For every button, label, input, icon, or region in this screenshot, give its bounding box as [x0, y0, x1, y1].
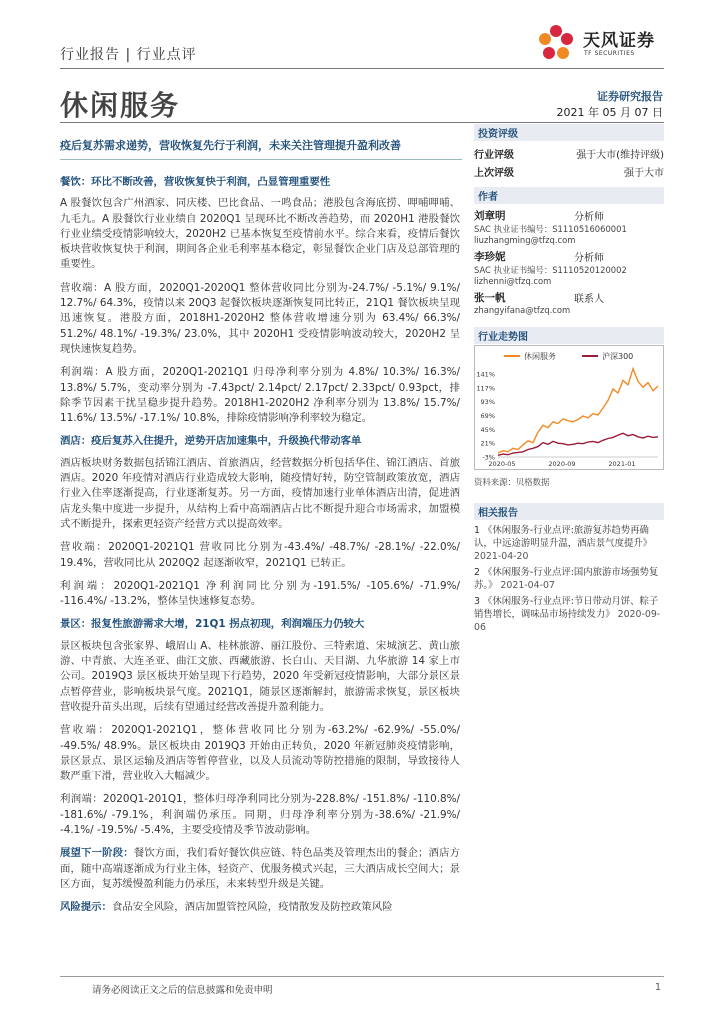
prev-rating-value: 强于大市 [624, 168, 664, 179]
trend-block [474, 327, 664, 344]
author-email[interactable]: zhangyifana@tfzq.com [474, 305, 571, 315]
page-number: 1 [655, 982, 662, 993]
summary-lead: 风险提示： [60, 901, 112, 914]
footer-disclaimer: 请务必阅读正文之后的信息披露和免责申明 [92, 985, 273, 996]
related-title: 相关报告 [474, 503, 664, 520]
author-role: 联系人 [574, 294, 604, 305]
summary-paragraph [60, 900, 460, 915]
report-date: 2021 年 05 月 07 日 [556, 106, 663, 119]
body-paragraph: 酒店板块财务数据包括锦江酒店、首旅酒店，经营数据分析包括华住、锦江酒店、首旅酒店。2020 年疫情对酒店行业造成较大影响，随疫情好转，防空管制政策放宽，酒店行业入住率逐渐提高，行业逐渐复苏。另一方面，疫情加速行业单体酒店出清，促进酒店龙头集中度进一步提升，从结构上看中高端酒店占比不断提升迎合市场需求，加盟模式不断提升，探索更轻资产经营方式以提高效率。 [60, 456, 460, 530]
author-item [474, 249, 664, 286]
author-name: 刘章明 [474, 210, 506, 222]
related-report[interactable] [474, 566, 664, 592]
summary-text: 餐饮方面，我们看好餐饮供应链、特色品类及管理杰出的餐企；酒店方面，随中高端逐渐成为行业主体，轻资产、优服务模式兴起，三大酒店成长空间大；景区方面，复苏缓慢盈利能力仍承压，未来转型升级是关键。 [60, 847, 461, 890]
header-divider [60, 68, 664, 69]
series-line [498, 369, 658, 453]
industry-rating-label: 行业评级 [474, 150, 514, 161]
industry-rating-row [474, 146, 664, 161]
report-type: 行业报告 | 行业点评 [60, 47, 197, 63]
x-tick-label: 2020-05 [488, 460, 516, 468]
related-report-title: 1 《休闲服务-行业点评:旅游复苏趋势再确认，中远途游明显升温，酒店景气度提升》 [474, 525, 653, 549]
author-name: 李珍妮 [474, 251, 506, 263]
body-paragraph: A 股餐饮包含广州酒家、同庆楼、巴比食品、一鸣食品；港股包含海底捞、呷哺呷哺、九毛九。A 股餐饮行业业绩自 2020Q1 呈现环比不断改善趋势，而 2020H1 港股餐饮行业业绩受疫情影响较大，2020H2 已基本恢复至疫情前水平。综合来看，疫情后餐饮板块营收恢复快于利润，期间各企业毛利率基本稳定，彰显餐饮企业门店及总部管理的重要性。 [60, 197, 460, 271]
authors-block [474, 187, 664, 315]
body-paragraph: 营收端：2020Q1-2021Q1，整体营收同比分别为-63.2%/ -62.9%/ -55.0%/ -49.5%/ 48.9%。景区板块由 2019Q3 开始由正转负，2020 年新冠肺炎疫情影响，景区景点、景区运输及酒店等暂停营业，以及人员流动等防控措施的限制，导致接待人数严重下滑，营业收入大幅减少。 [60, 724, 460, 783]
author-name: 张一帆 [474, 292, 506, 304]
title-divider [60, 122, 664, 123]
body-paragraph: 利润端：2020Q1-201Q1，整体归母净利同比分别为-228.8%/ -151.8%/ -110.8%/ -181.6%/ -79.1%，利润端仍承压。同期，归母净利率分别为-38.6%/ -21.9%/ -4.1%/ -19.5%/ -5.4%，主要受疫情及季节波动影响。 [60, 793, 460, 836]
related-report-date: 2021-04-20 [474, 551, 529, 562]
chart-source: 资料来源：贝格数据 [474, 477, 550, 487]
trend-title: 行业走势图 [474, 327, 664, 344]
related-report-title: 3 《休闲服务-行业点评:节日带动月饼、粽子销售增长，调味品市场持续发力》 [474, 596, 659, 620]
related-report-title: 2 《休闲服务-行业点评:国内旅游市场强势复苏。》 [474, 567, 659, 591]
logo-flower-icon [539, 25, 573, 59]
x-tick-label: 2020-09 [548, 460, 576, 468]
legend-label: 休闲服务 [524, 352, 556, 361]
y-tick-label: 93% [480, 398, 495, 407]
legend-label: 沪深300 [602, 352, 634, 361]
body-paragraph: 营收端：A 股方面，2020Q1-2020Q1 整体营收同比分别为-24.7%/ -5.1%/ 9.1%/ 12.7%/ 64.3%，疫情以来 20Q3 起餐饮板块逐渐恢复同比转正，21Q1 餐饮板块呈现迅速恢复。港股方面，2018H1-2020H2 整体营收增速分别为 63.4%/ 66.3%/ 51.2%/ 48.1%/ -19.3%/ 23.0%，其中 2020H1 受疫情影响波动较大，2020H2 呈现快速恢复趋势。 [60, 281, 460, 355]
y-tick-label: 45% [480, 425, 495, 434]
related-block [474, 503, 664, 637]
authors-title: 作者 [474, 187, 664, 204]
summary-lead: 展望下一阶段： [60, 847, 134, 860]
prev-rating-label: 上次评级 [474, 168, 514, 179]
author-cert: SAC 执业证书编号：S1110520120002 [474, 265, 627, 275]
report-category: 证券研究报告 [597, 90, 663, 103]
author-item [474, 208, 664, 245]
brand-name-en: TF SECURITIES [584, 50, 635, 57]
author-cert: SAC 执业证书编号：S1110516060001 [474, 224, 627, 234]
y-tick-label: -3% [482, 453, 495, 462]
x-tick-label: 2021-01 [608, 460, 636, 468]
body-paragraph: 利润端：A 股方面，2020Q1-2021Q1 归母净利率分别为 4.8%/ 10.3%/ 16.3%/ 13.8%/ 5.7%，变动率分别为 -7.43pct/ 2.14pct/ 2.17pct/ 2.33pct/ 0.93pct，排除季节因素干扰呈稳步提升趋势。2018H1-2020H2 净利率分别为 13.8%/ 15.7%/ 11.6%/ 13.5%/ -17.1%/ 10.8%，排除疫情影响净利率较为稳定。 [60, 366, 460, 425]
y-tick-label: 21% [480, 439, 495, 448]
footer-divider [60, 976, 664, 977]
body-paragraph: 景区板块包含张家界、峨眉山 A、桂林旅游、丽江股份、三特索道、宋城演艺、黄山旅游、中青旅、大连圣亚、曲江文旅、西藏旅游、长白山、天目湖、九华旅游 14 家上市公司。2019Q3 景区板块开始呈现下行趋势，2020 年受新冠疫情影响，大部分景区景点暂停营业，影响板块景气度。2021Q1，随景区逐渐解封，旅游需求恢复，景区板块营收提升苗头出现，后续有望通过经营改善提升盈利能力。 [60, 639, 460, 713]
headline: 疫后复苏需求递势，营收恢复先行于利润，未来关注管理提升盈利改善 [60, 139, 401, 152]
main-content [60, 175, 460, 923]
author-item [474, 290, 664, 315]
author-role: 分析师 [574, 212, 604, 223]
industry-rating-value: 强于大市(维持评级) [576, 150, 664, 161]
body-paragraph: 利润端：2020Q1-2021Q1 净利润同比分别为-191.5%/ -105.6%/ -71.9%/ -116.4%/ -13.2%，整体呈快速修复态势。 [60, 579, 460, 608]
related-report-date: 2020-09-06 [474, 609, 661, 633]
author-email[interactable]: lizhenni@tfzq.com [474, 276, 552, 286]
series-line [498, 433, 658, 455]
y-tick-label: 69% [480, 411, 495, 420]
y-tick-label: 117% [476, 384, 495, 393]
related-report[interactable] [474, 524, 664, 563]
y-tick-label: 141% [476, 370, 495, 379]
author-role: 分析师 [574, 253, 604, 264]
rating-title: 投资评级 [474, 124, 664, 141]
prev-rating-row [474, 164, 664, 179]
body-paragraph: 营收端：2020Q1-2021Q1 营收同比分别为-43.4%/ -48.7%/ -28.1%/ -22.0%/ 19.4%，营收同比从 2020Q2 起逐渐收窄，2021Q1 已转正。 [60, 541, 460, 569]
summary-text: 食品安全风险，酒店加盟管控风险，疫情散发及防控政策风险 [111, 901, 393, 914]
rating-block [474, 124, 664, 179]
section-heading: 餐饮：环比不断改善，营收恢复快于利润，凸显管理重要性 [60, 176, 331, 188]
brand-name: 天风证券 [583, 31, 655, 51]
headline-divider [60, 159, 462, 160]
related-report[interactable] [474, 595, 664, 634]
summary-paragraph [60, 846, 460, 892]
page-title: 休闲服务 [60, 89, 181, 122]
section-heading: 酒店：疫后复苏入住提升，逆势开店加速集中，升级换代带动客单 [60, 435, 362, 448]
section-heading: 景区：报复性旅游需求大增，21Q1 拐点初现，利润端压力仍较大 [60, 618, 365, 631]
trend-chart [474, 345, 664, 470]
related-report-date: 2021-04-07 [500, 580, 555, 591]
author-email[interactable]: liuzhangming@tfzq.com [474, 235, 576, 245]
